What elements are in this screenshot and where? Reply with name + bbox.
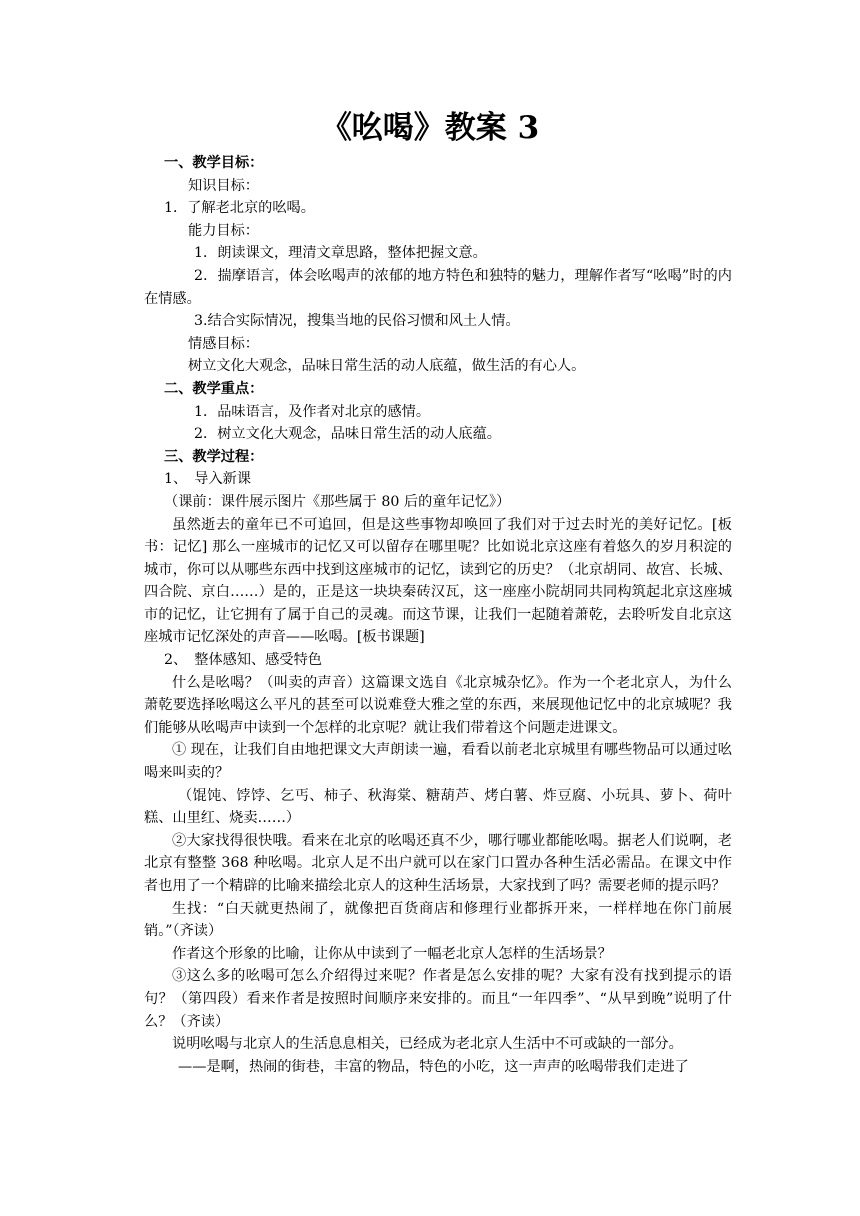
paragraph: 说明吆喝与北京人的生活息息相关，已经成为老北京人生活中不可或缺的一部分。: [172, 1036, 683, 1053]
paragraph: 能力目标：: [188, 222, 259, 239]
paragraph: 知识目标：: [188, 177, 259, 194]
paragraph: 作者这个形象的比喻，让你从中读到了一幅老北京人怎样的生活场景？: [172, 945, 612, 962]
paragraph: 1．了解老北京的吆喝。: [164, 200, 315, 217]
paragraph: （馄饨、饽饽、乞丐、柿子、秋海棠、糖葫芦、烤白薯、炸豆腐、小玩具、萝卜、荷叶糕、山里红、烧卖……）: [144, 787, 732, 827]
paragraph: 1．朗读课文，理清文章思路，整体把握文意。: [194, 245, 487, 262]
paragraph: 3.结合实际情况，搜集当地的民俗习惯和风土人情。: [194, 313, 520, 330]
section-heading: 二、教学重点：: [164, 380, 264, 397]
paragraph: 2、 整体感知、感受特色: [164, 652, 322, 669]
document-body: [144, 152, 732, 1078]
paragraph: （课前：课件展示图片《那些属于 80 后的童年记忆》）: [164, 493, 511, 510]
paragraph: 1．品味语言，及作者对北京的感情。: [194, 403, 431, 420]
paragraph: 2．揣摩语言，体会吆喝声的浓郁的地方特色和独特的魅力，理解作者写“吆喝”时的内在情感。: [144, 267, 732, 307]
paragraph: ③这么多的吆喝可怎么介绍得过来呢？作者是怎么安排的呢？大家有没有找到提示的语句？（第四段）看来作者是按照时间顺序来安排的。而且“一年四季”、“从早到晚”说明了什么？（齐读）: [144, 968, 732, 1030]
paragraph: 生找：“白天就更热闹了，就像把百货商店和修理行业都拆开来，一样样地在你门前展销。”（齐读）: [144, 900, 732, 940]
section-heading: 三、教学过程：: [164, 448, 264, 465]
paragraph: 虽然逝去的童年已不可追回，但是这些事物却唤回了我们对于过去时光的美好记忆。[板书：记忆] 那么一座城市的记忆又可以留存在哪里呢？比如说北京这座有着悠久的岁月积淀的城市，你可以从哪些东西中找到这座城市的记忆，读到它的历史？（北京胡同、故宫、长城、四合院、京白……）是的，正是这一块块秦砖汉瓦，这一座座小院胡同共同构筑起北京这座城市的记忆，让它拥有了属于自己的灵魂。而这节课，让我们一起随着萧乾，去聆听发自北京这座城市记忆深处的声音——吆喝。[板书课题]: [144, 516, 732, 646]
paragraph: ① 现在，让我们自由地把课文大声朗读一遍，看看以前老北京城里有哪些物品可以通过吆喝来叫卖的？: [144, 742, 732, 782]
paragraph: 情感目标：: [188, 335, 259, 352]
paragraph: 什么是吆喝？（叫卖的声音）这篇课文选自《北京城杂忆》。作为一个老北京人，为什么萧乾要选择吆喝这么平凡的甚至可以说难登大雅之堂的东西，来展现他记忆中的北京城呢？我们能够从吆喝声中读到一个怎样的北京呢？就让我们带着这个问题走进课文。: [144, 674, 732, 736]
paragraph: 2．树立文化大观念，品味日常生活的动人底蕴。: [194, 426, 501, 443]
document-title: 《吆喝》教案 3: [320, 110, 540, 146]
paragraph: ②大家找得很快哦。看来在北京的吆喝还真不少，哪行哪业都能吆喝。据老人们说啊，老北京有整整 368 种吆喝。北京人足不出户就可以在家门口置办各种生活必需品。在课文中作者也用了一个精辟的比喻来描绘北京人的这种生活场景，大家找到了吗？需要老师的提示吗？: [144, 832, 732, 894]
paragraph: 树立文化大观念，品味日常生活的动人底蕴，做生活的有心人。: [188, 358, 586, 375]
paragraph: ——是啊，热闹的街巷，丰富的物品，特色的小吃，这一声声的吆喝带我们走进了: [178, 1058, 689, 1075]
section-heading: 一、教学目标：: [164, 155, 264, 171]
paragraph: 1、 导入新课: [164, 471, 252, 488]
